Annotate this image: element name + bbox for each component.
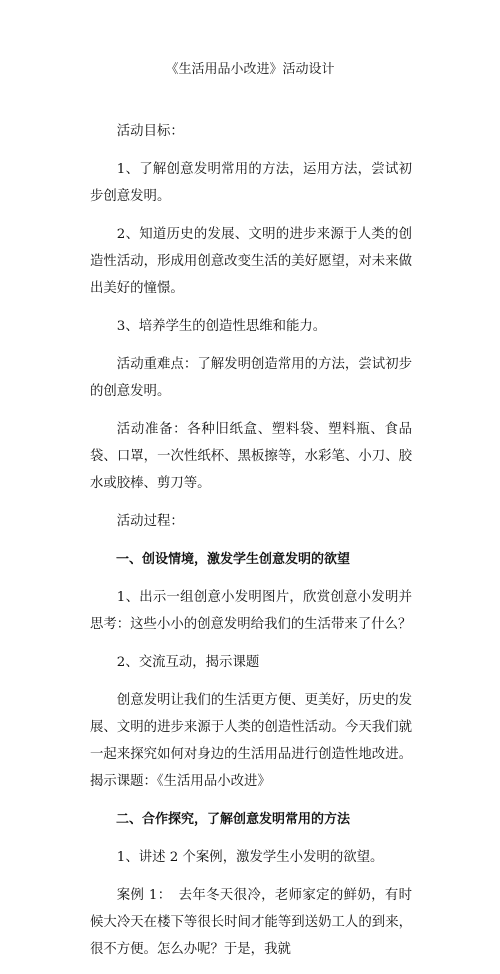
paragraph-goal-2: 2、知道历史的发展、文明的进步来源于人类的创造性活动，形成用创意改变生活的美好愿望，对未来做出美好的憧憬。: [90, 227, 412, 296]
document-title: 《生活用品小改进》活动设计: [165, 62, 335, 77]
paragraph-step-2-1: 1、讲述 2 个案例，激发学生小发明的欲望。: [116, 850, 384, 865]
paragraph-step-1-2: 2、交流互动，揭示课题: [116, 655, 260, 670]
document-body: [90, 118, 412, 974]
paragraph-goal-3: 3、培养学生的创造性思维和能力。: [116, 319, 327, 334]
section-heading-1: 一、创设情境，激发学生创意发明的欲望: [116, 552, 351, 567]
paragraph-preparation: 活动准备：各种旧纸盒、塑料袋、塑料瓶、食品袋、口罩，一次性纸杯、黑板擦等，水彩笔、小刀、胶水或胶棒、剪刀等。: [90, 422, 412, 491]
paragraph-case-1: 案例 1： 去年冬天很冷，老师家定的鲜奶，有时候大冷天在楼下等很长时间才能等到送奶工人的到来，很不方便。怎么办呢？于是，我就: [90, 888, 412, 957]
section-heading-2: 二、合作探究，了解创意发明常用的方法: [116, 812, 351, 827]
paragraph-step-1-2-detail: 创意发明让我们的生活更方便、更美好，历史的发展、文明的进步来源于人类的创造性活动。今天我们就一起来探究如何对身边的生活用品进行创造性地改进。揭示课题：《生活用品小改进》: [90, 693, 412, 789]
paragraph-goal-1: 1、了解创意发明常用的方法，运用方法，尝试初步创意发明。: [90, 162, 412, 204]
paragraph-step-1-1: 1、出示一组创意小发明图片，欣赏创意小发明并思考：这些小小的创意发明给我们的生活带来了什么？: [90, 590, 412, 632]
paragraph-process-heading: 活动过程：: [116, 514, 184, 529]
paragraph-goals-heading: 活动目标：: [116, 124, 184, 139]
paragraph-key-points: 活动重难点：了解发明创造常用的方法，尝试初步的创意发明。: [90, 357, 412, 399]
